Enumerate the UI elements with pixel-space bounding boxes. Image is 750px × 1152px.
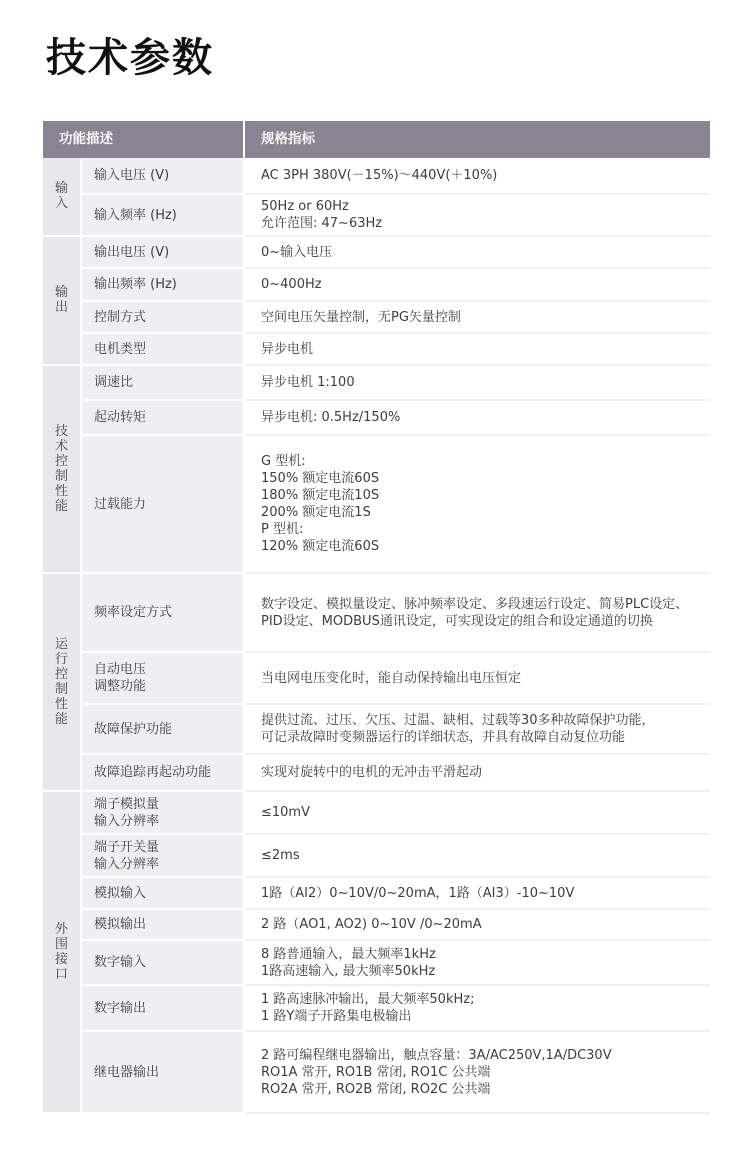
function-cell: 起动转矩 (81, 400, 244, 435)
spec-value: 提供过流、过压、欠压、过温、缺相、过载等30多种故障保护功能， 可记录故障时变频器运行的详细状态，并具有故障自动复位功能 (244, 704, 710, 754)
spec-value: 当电网电压变化时，能自动保持输出电压恒定 (244, 652, 710, 704)
table-row (43, 435, 710, 573)
category-label: 运行控制性能 (54, 636, 68, 727)
spec-value: 1 路高速脉冲输出，最大频率50kHz; 1 路Y端子开路集电极输出 (244, 985, 710, 1031)
category-cell (43, 365, 81, 573)
table-row (43, 400, 710, 435)
function-cell: 调速比 (81, 365, 244, 400)
spec-value: 2 路（AO1, AO2) 0~10V /0~20mA (244, 909, 710, 940)
table-row (43, 333, 710, 365)
spec-value: AC 3PH 380V(－15%)～440V(＋10%) (244, 158, 710, 194)
spec-value: 0~400Hz (244, 268, 710, 301)
spec-value: 实现对旋转中的电机的无冲击平滑起动 (244, 754, 710, 791)
table-row (43, 158, 710, 194)
spec-value: 0~输入电压 (244, 236, 710, 268)
category-cell (43, 236, 81, 365)
function-cell: 模拟输入 (81, 877, 244, 909)
table-row (43, 365, 710, 400)
spec-value: 2 路可编程继电器输出，触点容量：3A/AC250V,1A/DC30V RO1A 常开, RO1B 常闭, RO1C 公共端 RO2A 常开, RO2B 常闭, RO2C 公共端 (244, 1031, 710, 1113)
spec-value: 异步电机 (244, 333, 710, 365)
function-cell: 过载能力 (81, 435, 244, 573)
table-row (43, 268, 710, 301)
function-cell: 继电器输出 (81, 1031, 244, 1113)
function-cell: 故障保护功能 (81, 704, 244, 754)
category-cell (43, 791, 81, 1113)
page-title: 技术参数 (46, 35, 214, 81)
spec-value: 数字设定、模拟量设定、脉冲频率设定、多段速运行设定、简易PLC设定、 PID设定、MODBUS通讯设定，可实现设定的组合和设定通道的切换 (244, 573, 710, 652)
table-row (43, 791, 710, 834)
category-cell (43, 573, 81, 791)
table-row (43, 704, 710, 754)
spec-value: 空间电压矢量控制，无PG矢量控制 (244, 301, 710, 333)
spec-value: 异步电机: 0.5Hz/150% (244, 400, 710, 435)
header-function: 功能描述 (43, 121, 244, 158)
table-row (43, 573, 710, 652)
spec-value: 1路（AI2）0~10V/0~20mA，1路（AI3）-10~10V (244, 877, 710, 909)
spec-value: 8 路普通输入，最大频率1kHz 1路高速输入, 最大频率50kHz (244, 940, 710, 985)
function-cell: 电机类型 (81, 333, 244, 365)
spec-value: G 型机: 150% 额定电流60S 180% 额定电流10S 200% 额定电流1S P 型机: 120% 额定电流60S (244, 435, 710, 573)
function-cell: 端子模拟量 输入分辨率 (81, 791, 244, 834)
table-row (43, 1031, 710, 1113)
function-cell: 自动电压 调整功能 (81, 652, 244, 704)
category-label: 技术控制性能 (54, 423, 68, 514)
table-row (43, 301, 710, 333)
function-cell: 故障追踪再起动功能 (81, 754, 244, 791)
table-row (43, 909, 710, 940)
function-cell: 输入电压 (V) (81, 158, 244, 194)
function-cell: 控制方式 (81, 301, 244, 333)
spec-value: 异步电机 1:100 (244, 365, 710, 400)
category-label: 输入 (54, 181, 68, 211)
category-label: 输出 (54, 285, 68, 315)
function-cell: 模拟输出 (81, 909, 244, 940)
spec-value: ≤2ms (244, 834, 710, 877)
table-row (43, 652, 710, 704)
function-cell: 端子开关量 输入分辨率 (81, 834, 244, 877)
table-header-row (43, 121, 710, 158)
table-row (43, 940, 710, 985)
function-cell: 输出电压 (V) (81, 236, 244, 268)
table-row (43, 877, 710, 909)
table-row (43, 985, 710, 1031)
function-cell: 数字输入 (81, 940, 244, 985)
function-cell: 频率设定方式 (81, 573, 244, 652)
table-row (43, 834, 710, 877)
table-row (43, 194, 710, 236)
function-cell: 输出频率 (Hz) (81, 268, 244, 301)
category-cell (43, 158, 81, 236)
spec-value: 50Hz or 60Hz 允许范围: 47~63Hz (244, 194, 710, 236)
spec-value: ≤10mV (244, 791, 710, 834)
table-row (43, 236, 710, 268)
header-spec: 规格指标 (244, 121, 710, 158)
function-cell: 输入频率 (Hz) (81, 194, 244, 236)
function-cell: 数字输出 (81, 985, 244, 1031)
category-label: 外围接口 (54, 921, 68, 982)
table-row (43, 754, 710, 791)
spec-table (43, 121, 710, 1114)
